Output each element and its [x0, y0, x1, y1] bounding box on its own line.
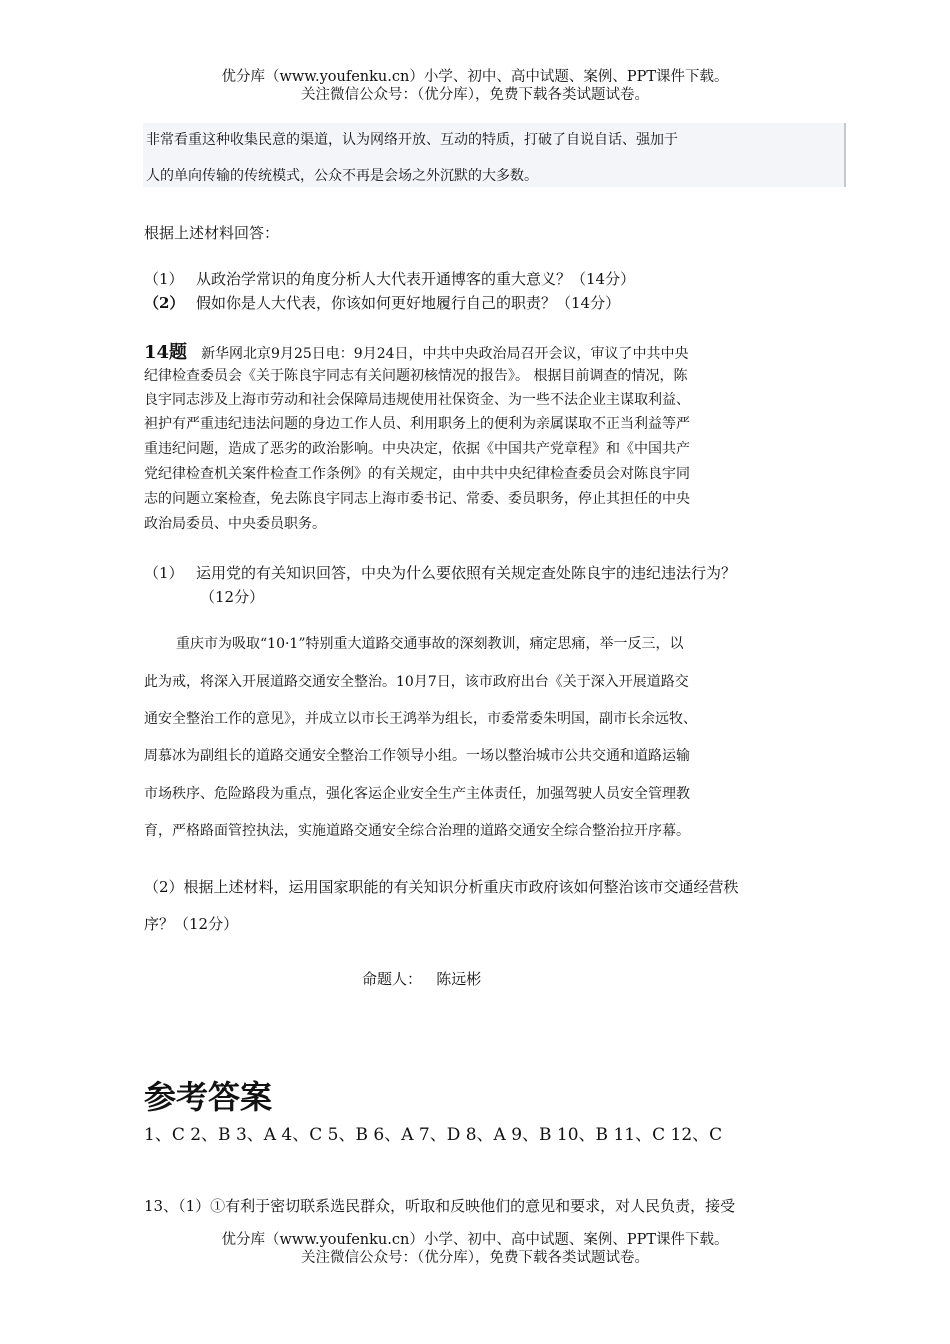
- passage-line-6: 育，严格路面管控执法，实施道路交通安全综合治理的道路交通安全综合整治拉开序幕。: [144, 823, 690, 839]
- q14-label: 14题: [144, 342, 188, 363]
- passage-line-5: 市场秩序、危险路段为重点，强化客运企业安全生产主体责任，加强驾驶人员安全管理教: [144, 786, 690, 802]
- page-header-line-2: 关注微信公众号：（优分库），免费下载各类试题试卷。: [301, 87, 649, 103]
- q14-sub1-text: 运用党的有关知识回答，中央为什么要依照有关规定查处陈良宇的违纪违法行为？: [196, 564, 737, 582]
- q14-text-line-7: 志的问题立案检查，免去陈良宇同志上海市委书记、常委、委员职务，停止其担任的中央: [144, 491, 690, 507]
- q13-item-2-number: （2）: [144, 294, 185, 312]
- q14-text-line-1: 新华网北京9月25日电：9月24日，中共中央政治局召开会议，审议了中共中央: [201, 346, 689, 362]
- page-header-line-1: 优分库（www.youfenku.cn）小学、初中、高中试题、案例、PPT课件下载。: [221, 69, 729, 85]
- passage-line-4: 周慕冰为副组长的道路交通安全整治工作领导小组。一场以整治城市公共交通和道路运输: [144, 748, 690, 764]
- q13-item-1: [144, 268, 635, 289]
- q13-item-2: [144, 292, 620, 313]
- q14-sub1-score: （12分）: [200, 588, 265, 606]
- q13-item-1-text: 从政治学常识的角度分析人大代表开通博客的重大意义？（14分）: [196, 270, 636, 288]
- q14-sub1: [144, 562, 736, 583]
- q14-text-line-5: 重违纪问题，造成了恶劣的政治影响。中央决定，依据《中国共产党章程》和《中国共产: [144, 441, 690, 457]
- page-footer-line-1: 优分库（www.youfenku.cn）小学、初中、高中试题、案例、PPT课件下载。: [221, 1232, 729, 1248]
- q14-line-1: [144, 338, 689, 364]
- q14-text-line-3: 良宇同志涉及上海市劳动和社会保障局违规使用社保资金、为一些不法企业主谋取利益、: [144, 392, 690, 408]
- excerpt-line-2: 人的单向传输的传统模式，公众不再是会场之外沉默的大多数。: [146, 168, 538, 184]
- q13-item-2-text: 假如你是人大代表，你该如何更好地履行自己的职责？（14分）: [196, 294, 621, 312]
- q13-answer-start: 13、（1）①有利于密切联系选民群众，听取和反映他们的意见和要求，对人民负责，接受: [144, 1197, 736, 1215]
- q14-sub2-line-2: 序？（12分）: [144, 915, 239, 933]
- q14-sub2-line-1: （2）根据上述材料，运用国家职能的有关知识分析重庆市政府该如何整治该市交通经营秩: [144, 878, 739, 896]
- passage-line-1: 重庆市为吸取“10·1”特别重大道路交通事故的深刻教训，痛定思痛，举一反三，以: [176, 636, 684, 652]
- answers-title: 参考答案: [144, 1078, 273, 1116]
- q14-text-line-6: 党纪律检查机关案件检查工作条例》的有关规定，由中共中央纪律检查委员会对陈良宇同: [144, 466, 690, 482]
- q14-sub1-number: （1）: [144, 564, 184, 582]
- q13-item-1-number: （1）: [144, 270, 184, 288]
- multiple-choice-answers: 1、C 2、B 3、A 4、C 5、B 6、A 7、D 8、A 9、B 10、B 11、C 12、C: [144, 1125, 723, 1145]
- passage-line-2: 此为戒，将深入开展道路交通安全整治。10月7日，该市政府出台《关于深入开展道路交: [144, 674, 689, 690]
- question-author: 命题人： 陈远彬: [362, 970, 482, 988]
- page-footer-line-2: 关注微信公众号：（优分库），免费下载各类试题试卷。: [301, 1250, 649, 1266]
- excerpt-line-1: 非常看重这种收集民意的渠道，认为网络开放、互动的特质，打破了自说自话、强加于: [146, 132, 678, 148]
- q13-intro: 根据上述材料回答：: [144, 224, 280, 242]
- q14-text-line-4: 袒护有严重违纪违法问题的身边工作人员、利用职务上的便利为亲属谋取不正当利益等严: [144, 416, 690, 432]
- q14-text-line-2: 纪律检查委员会《关于陈良宇同志有关问题初核情况的报告》。 根据目前调查的情况，陈: [144, 368, 688, 384]
- excerpt-box: [143, 123, 846, 187]
- passage-line-3: 通安全整治工作的意见》，并成立以市长王鸿举为组长，市委常委朱明国，副市长余远牧、: [144, 711, 697, 727]
- q14-text-line-8: 政治局委员、中央委员职务。: [144, 516, 326, 532]
